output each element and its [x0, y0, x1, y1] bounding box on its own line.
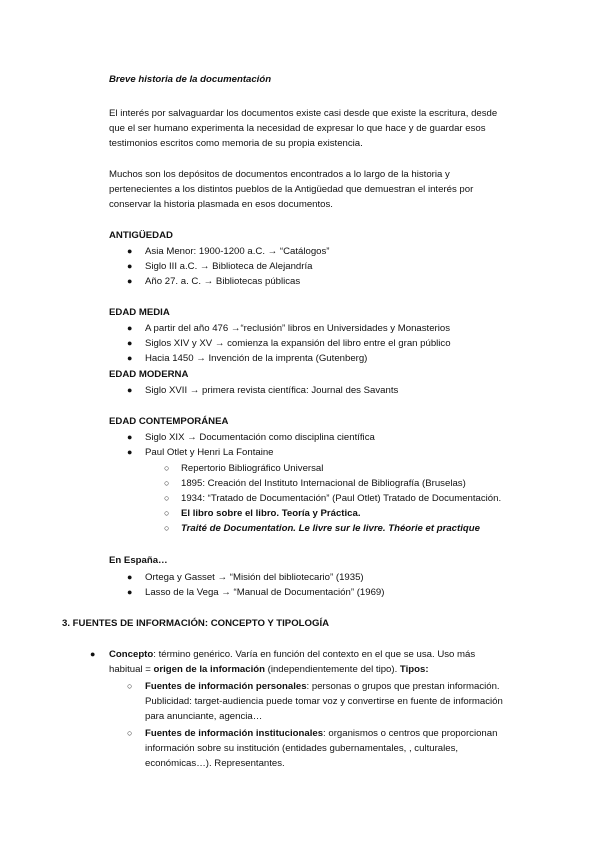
concepto-line-1 [109, 648, 475, 661]
institucionales-line-3: económicas…). Representantes. [145, 758, 285, 769]
institucionales-label: Fuentes de información institucionales [145, 728, 324, 739]
personales-line-3: para anunciante, agencia… [145, 711, 263, 722]
concepto-line2-mid: (independientemente del tipo). [264, 664, 400, 675]
heading-edad-media: EDAD MEDIA [109, 307, 170, 318]
institucionales-text: : organismos o centros que proporcionan [323, 728, 498, 739]
personales-line-1 [145, 680, 500, 693]
bullet-icon: ● [127, 261, 133, 271]
list-item: Siglo XVII → primera revista científica: Journal des Savants [145, 385, 399, 396]
bullet-icon: ● [127, 246, 133, 256]
hollow-bullet-icon: ○ [164, 463, 170, 473]
intro-line-3: testimonios escritos como memoria de su propia existencia. [109, 138, 363, 149]
list-item: Hacia 1450 → Invención de la imprenta (Gutenberg) [145, 353, 368, 364]
bullet-icon: ● [127, 353, 133, 363]
concepto-line2-bold: origen de la información [153, 664, 265, 675]
sub-list-item: Traité de Documentation. Le livre sur le livre. Théorie et practique [181, 523, 480, 534]
heading-edad-contemporanea: EDAD CONTEMPORÁNEA [109, 416, 229, 427]
intro-line-1: El interés por salvaguardar los documentos existe casi desde que existe la escritura, desde [109, 108, 498, 119]
bullet-icon: ● [127, 323, 133, 333]
hollow-bullet-icon: ○ [164, 493, 170, 503]
bullet-icon: ● [127, 447, 133, 457]
institucionales-line-2: información sobre su institución (entidades gubernamentales, , culturales, [145, 743, 459, 754]
intro-line-2: que el ser humano experimenta la necesidad de expresar lo que hace y de guardar esos [109, 123, 486, 134]
bullet-icon: ● [127, 572, 133, 582]
bullet-icon: ● [127, 385, 133, 395]
bullet-icon: ● [127, 338, 133, 348]
concepto-label: Concepto [109, 649, 154, 660]
heading-antiguedad: ANTIGÜEDAD [109, 230, 173, 241]
sub-list-item: 1895: Creación del Instituto Internacional de Bibliografía (Bruselas) [181, 478, 466, 489]
institucionales-line-1 [145, 727, 497, 740]
sub-list-item: Repertorio Bibliográfico Universal [181, 463, 324, 474]
deposits-line-2: pertenecientes a los distintos pueblos de la Antigüedad que demuestran el interés por [109, 184, 474, 195]
concepto-text: : término genérico. Varía en función del contexto en el que se usa. Uso más [153, 649, 476, 660]
hollow-bullet-icon: ○ [127, 728, 133, 738]
bullet-icon: ● [127, 432, 133, 442]
hollow-bullet-icon: ○ [164, 478, 170, 488]
list-item: Siglo III a.C. → Biblioteca de Alejandría [145, 261, 313, 272]
list-item: Lasso de la Vega → “Manual de Documentación” (1969) [145, 587, 385, 598]
sub-list-item: 1934: “Tratado de Documentación” (Paul Otlet) Tratado de Documentación. [181, 493, 502, 504]
list-item: Paul Otlet y Henri La Fontaine [145, 447, 274, 458]
sub-list-item: El libro sobre el libro. Teoría y Práctica. [181, 508, 361, 519]
personales-text: : personas o grupos que prestan información. [306, 681, 500, 692]
bullet-icon: ● [127, 276, 133, 286]
heading-espana: En España… [109, 555, 168, 566]
hollow-bullet-icon: ○ [164, 508, 170, 518]
concepto-line2-tipos: Tipos: [399, 664, 429, 675]
list-item: Ortega y Gasset → “Misión del bibliotecario” (1935) [145, 572, 364, 583]
hollow-bullet-icon: ○ [127, 681, 133, 691]
section-3-heading: 3. FUENTES DE INFORMACIÓN: CONCEPTO Y TIPOLOGÍA [62, 618, 330, 629]
deposits-line-1: Muchos son los depósitos de documentos encontrados a lo largo de la historia y [109, 169, 450, 180]
concepto-line2-prefix: habitual = [109, 664, 154, 675]
page-title: Breve historia de la documentación [109, 74, 272, 85]
bullet-icon: ● [90, 649, 96, 659]
personales-line-2: Publicidad: target-audiencia puede tomar voz y convertirse en fuente de información [145, 696, 503, 707]
personales-label: Fuentes de información personales [145, 681, 307, 692]
list-item: A partir del año 476 →“reclusión” libros en Universidades y Monasterios [145, 323, 451, 334]
list-item: Asia Menor: 1900-1200 a.C. → “Catálogos” [145, 246, 330, 257]
heading-edad-moderna: EDAD MODERNA [109, 369, 189, 380]
hollow-bullet-icon: ○ [164, 523, 170, 533]
deposits-line-3: conservar la historia plasmada en esos documentos. [109, 199, 333, 210]
list-item: Siglo XIX → Documentación como disciplina científica [145, 432, 375, 443]
list-item: Siglos XIV y XV → comienza la expansión del libro entre el gran público [145, 338, 451, 349]
bullet-icon: ● [127, 587, 133, 597]
list-item: Año 27. a. C. → Bibliotecas públicas [145, 276, 301, 287]
concepto-line-2 [109, 663, 429, 676]
